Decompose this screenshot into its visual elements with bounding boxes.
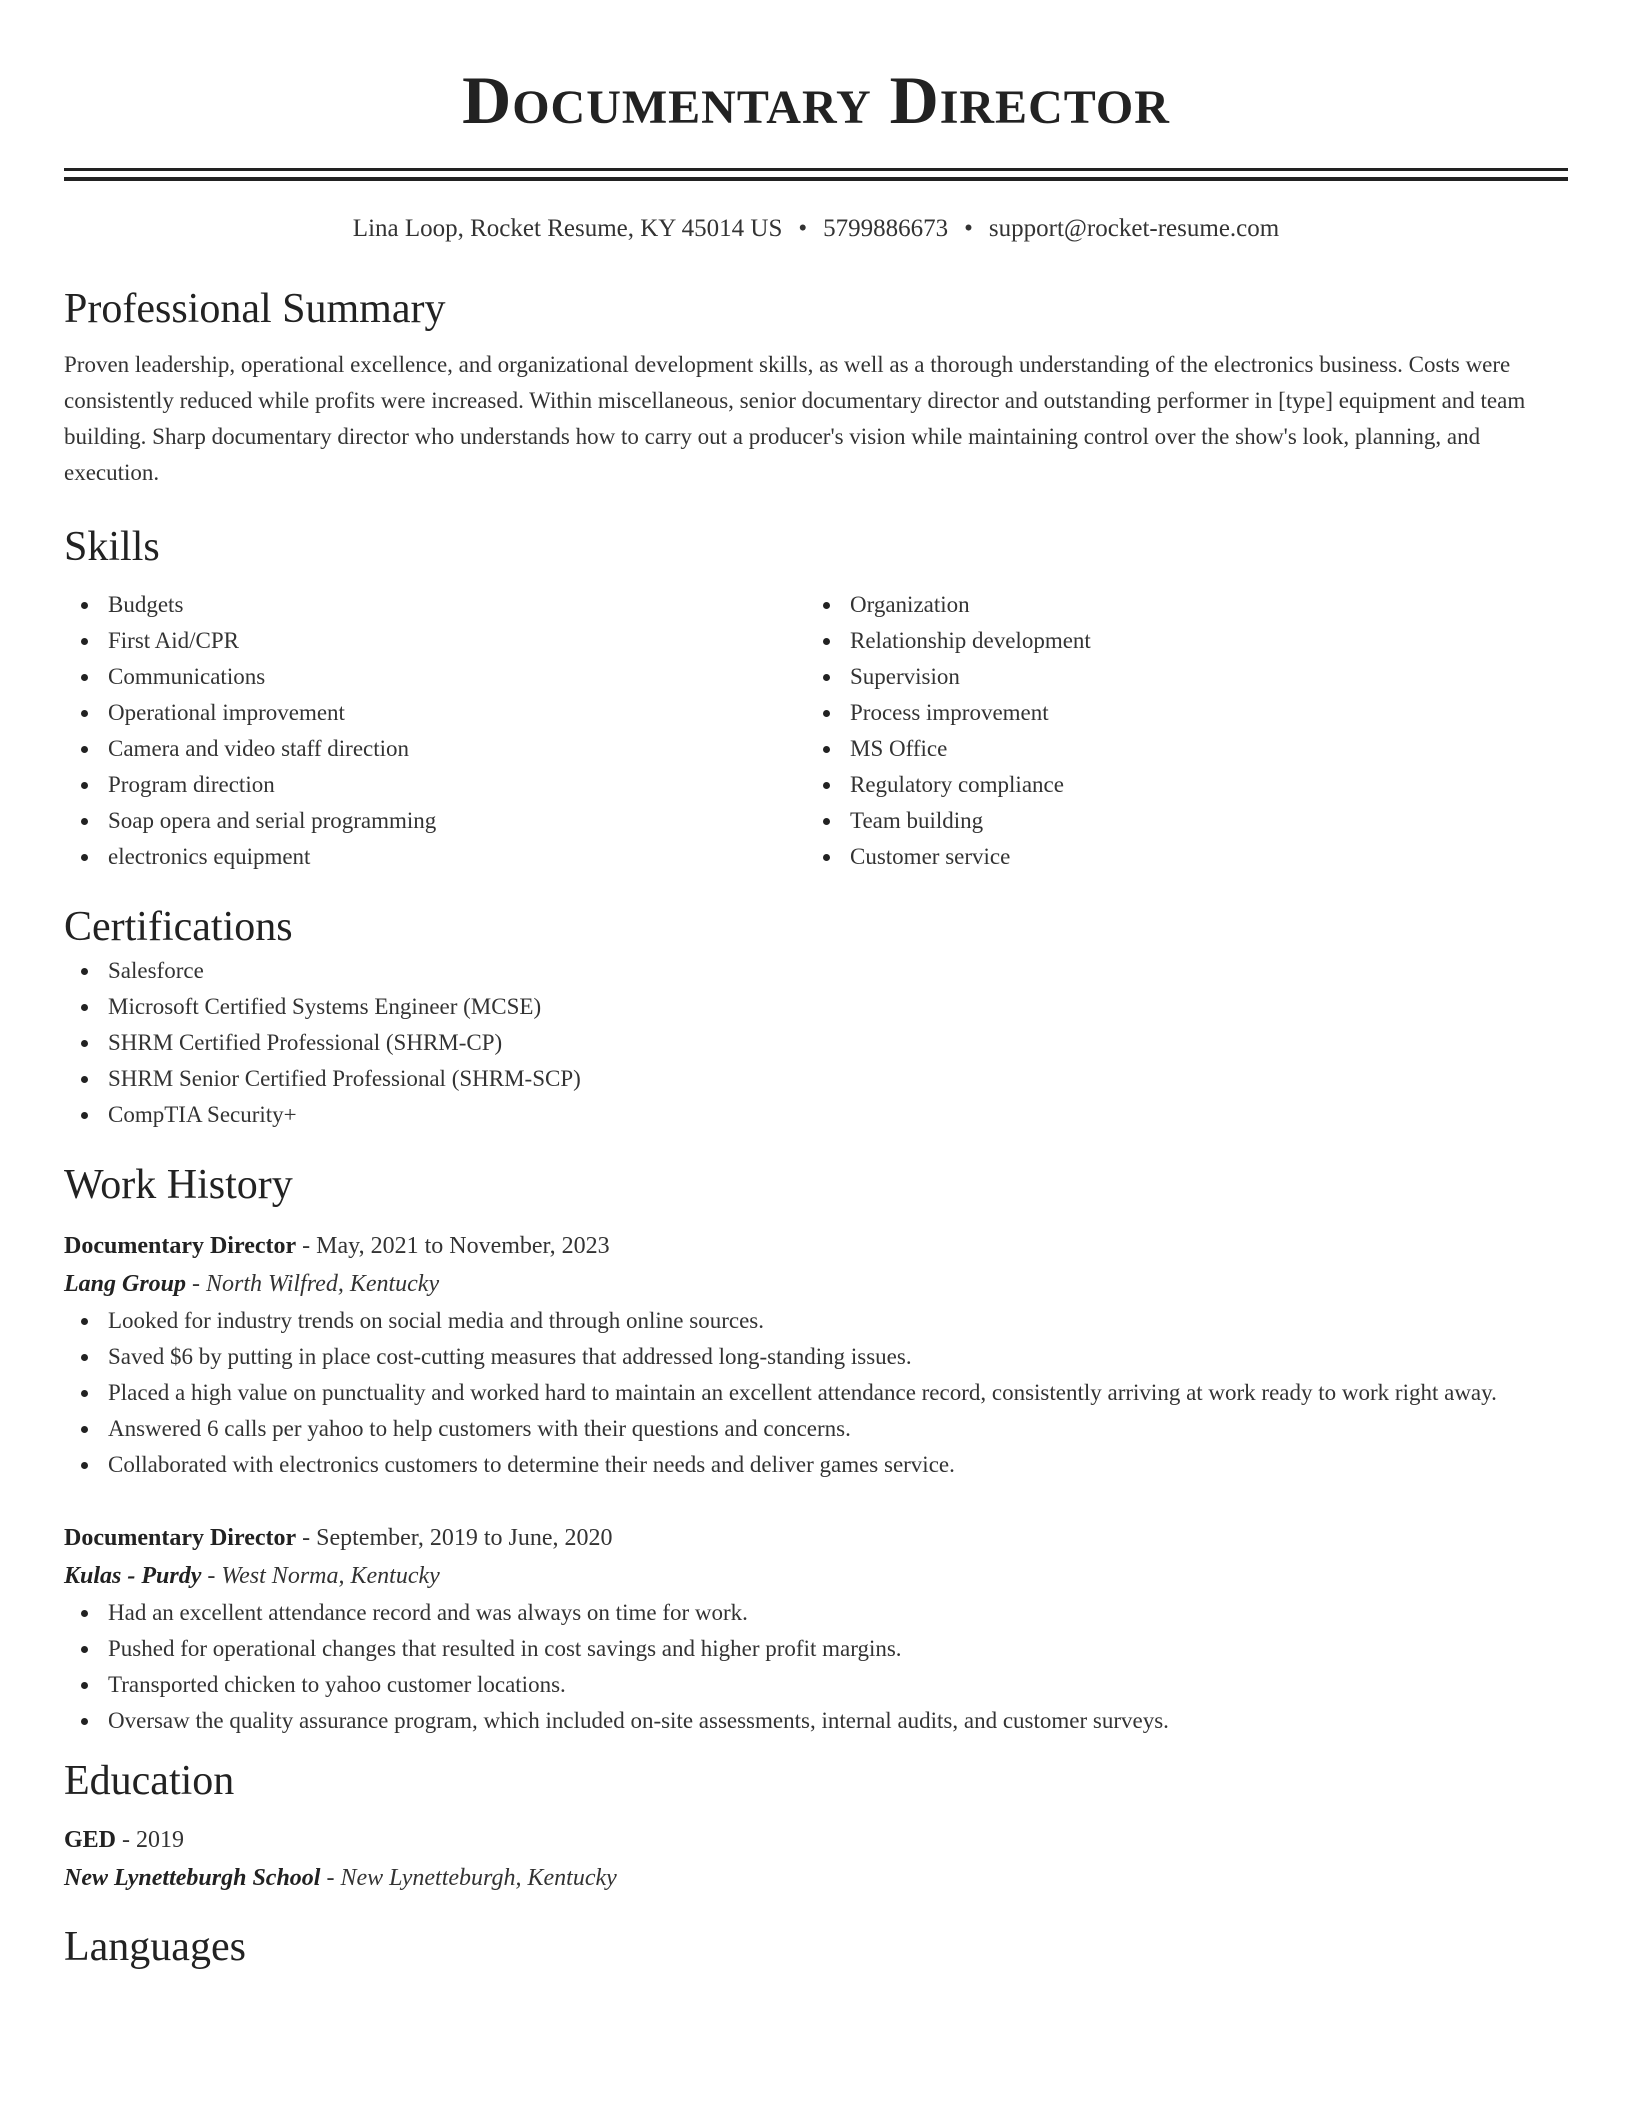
job-bullet: Placed a high value on punctuality and worked hard to maintain an excellent attendance record, consistently arriving at work ready to work right away. — [64, 1375, 1568, 1411]
skill-item: Process improvement — [806, 695, 1548, 731]
section-heading-certifications: Certifications — [64, 904, 293, 950]
contact-separator: • — [964, 215, 973, 242]
contact-email[interactable]: support@rocket-resume.com — [988, 215, 1280, 242]
job-title-line: Documentary Director - September, 2019 to June, 2020 — [64, 1525, 613, 1551]
job-bullet: Pushed for operational changes that resulted in cost savings and higher profit margins. — [64, 1631, 1568, 1667]
job-title: Documentary Director — [64, 1525, 297, 1551]
skill-item: MS Office — [806, 731, 1548, 767]
job-company-line: Kulas - Purdy - West Norma, Kentucky — [64, 1563, 440, 1589]
education-degree-line: GED - 2019 — [64, 1827, 185, 1853]
job-dates: September, 2019 to June, 2020 — [316, 1525, 613, 1551]
section-heading-skills: Skills — [64, 524, 160, 570]
job-company: Kulas - Purdy — [64, 1563, 202, 1589]
education-entry — [64, 1821, 1568, 1897]
section-heading-languages: Languages — [64, 1924, 246, 1970]
job-bullets — [64, 1303, 1568, 1483]
summary-text: Proven leadership, operational excellence, and organizational development skills, as well as a thorough understanding of the electronics business. Costs were consistently reduced while profits were increased. Within miscellaneous, senior documentary director and outstanding performer in [type] equipment and team building. Sharp documentary director who understands how to carry out a producer's vision while maintaining control over the show's look, planning, and execution. — [64, 352, 1526, 485]
education-degree: GED — [64, 1827, 117, 1853]
job-bullet: Collaborated with electronics customers to determine their needs and deliver games service. — [64, 1447, 1568, 1483]
certification-item: SHRM Senior Certified Professional (SHRM-SCP) — [64, 1061, 1568, 1097]
education-school: New Lynetteburgh School — [64, 1865, 321, 1891]
skill-item: Organization — [806, 587, 1548, 623]
section-heading-summary: Professional Summary — [64, 286, 446, 332]
skill-item: Relationship development — [806, 623, 1548, 659]
skill-item: Communications — [64, 659, 806, 695]
job-dates: May, 2021 to November, 2023 — [316, 1233, 610, 1259]
job-bullet: Answered 6 calls per yahoo to help customers with their questions and concerns. — [64, 1411, 1568, 1447]
certification-item: Microsoft Certified Systems Engineer (MCSE) — [64, 989, 1568, 1025]
education-year: 2019 — [136, 1827, 185, 1853]
job-title-line: Documentary Director - May, 2021 to November, 2023 — [64, 1233, 610, 1259]
resume-page — [64, 0, 1568, 1973]
job-location: North Wilfred, Kentucky — [206, 1271, 440, 1297]
job-entry — [64, 1519, 1568, 1739]
job-company: Lang Group — [64, 1271, 187, 1297]
education-location: New Lynetteburgh, Kentucky — [340, 1865, 617, 1891]
job-bullet: Had an excellent attendance record and was always on time for work. — [64, 1595, 1568, 1631]
skill-item: Program direction — [64, 767, 806, 803]
certification-item: SHRM Certified Professional (SHRM-CP) — [64, 1025, 1568, 1061]
skill-item: Soap opera and serial programming — [64, 803, 806, 839]
skill-item: Regulatory compliance — [806, 767, 1548, 803]
education-school-line: New Lynetteburgh School - New Lynetteburgh, Kentucky — [64, 1865, 617, 1891]
certifications-list — [64, 953, 1568, 1133]
job-bullet: Oversaw the quality assurance program, which included on-site assessments, internal audits, and customer surveys. — [64, 1703, 1568, 1739]
job-bullet: Looked for industry trends on social media and through online sources. — [64, 1303, 1568, 1339]
skill-item: Operational improvement — [64, 695, 806, 731]
contact-phone: 5799886673 — [823, 215, 949, 242]
skill-item: Team building — [806, 803, 1548, 839]
contact-address: Lina Loop, Rocket Resume, KY 45014 US — [352, 215, 783, 242]
contact-separator: • — [798, 215, 808, 242]
job-bullet: Transported chicken to yahoo customer locations. — [64, 1667, 1568, 1703]
page-title: Documentary Director — [462, 62, 1170, 138]
contact-line — [64, 213, 1568, 245]
job-location: West Norma, Kentucky — [221, 1563, 440, 1589]
section-heading-education: Education — [64, 1758, 235, 1804]
skill-item: First Aid/CPR — [64, 623, 806, 659]
job-bullet: Saved $6 by putting in place cost-cutting measures that addressed long-standing issues. — [64, 1339, 1568, 1375]
title-divider-bottom — [64, 177, 1568, 181]
skills-column-right — [806, 587, 1548, 875]
job-entry — [64, 1227, 1568, 1483]
skills-list — [64, 587, 1568, 875]
skills-column-left — [64, 587, 806, 875]
job-bullets — [64, 1595, 1568, 1739]
skill-item: electronics equipment — [64, 839, 806, 875]
skill-item: Camera and video staff direction — [64, 731, 806, 767]
certification-item: Salesforce — [64, 953, 1568, 989]
skill-item: Supervision — [806, 659, 1548, 695]
job-company-line: Lang Group - North Wilfred, Kentucky — [64, 1271, 440, 1297]
title-divider-top — [64, 168, 1568, 171]
job-title: Documentary Director — [64, 1233, 297, 1259]
certification-item: CompTIA Security+ — [64, 1097, 1568, 1133]
skill-item: Customer service — [806, 839, 1548, 875]
section-heading-work-history: Work History — [64, 1162, 293, 1208]
skill-item: Budgets — [64, 587, 806, 623]
